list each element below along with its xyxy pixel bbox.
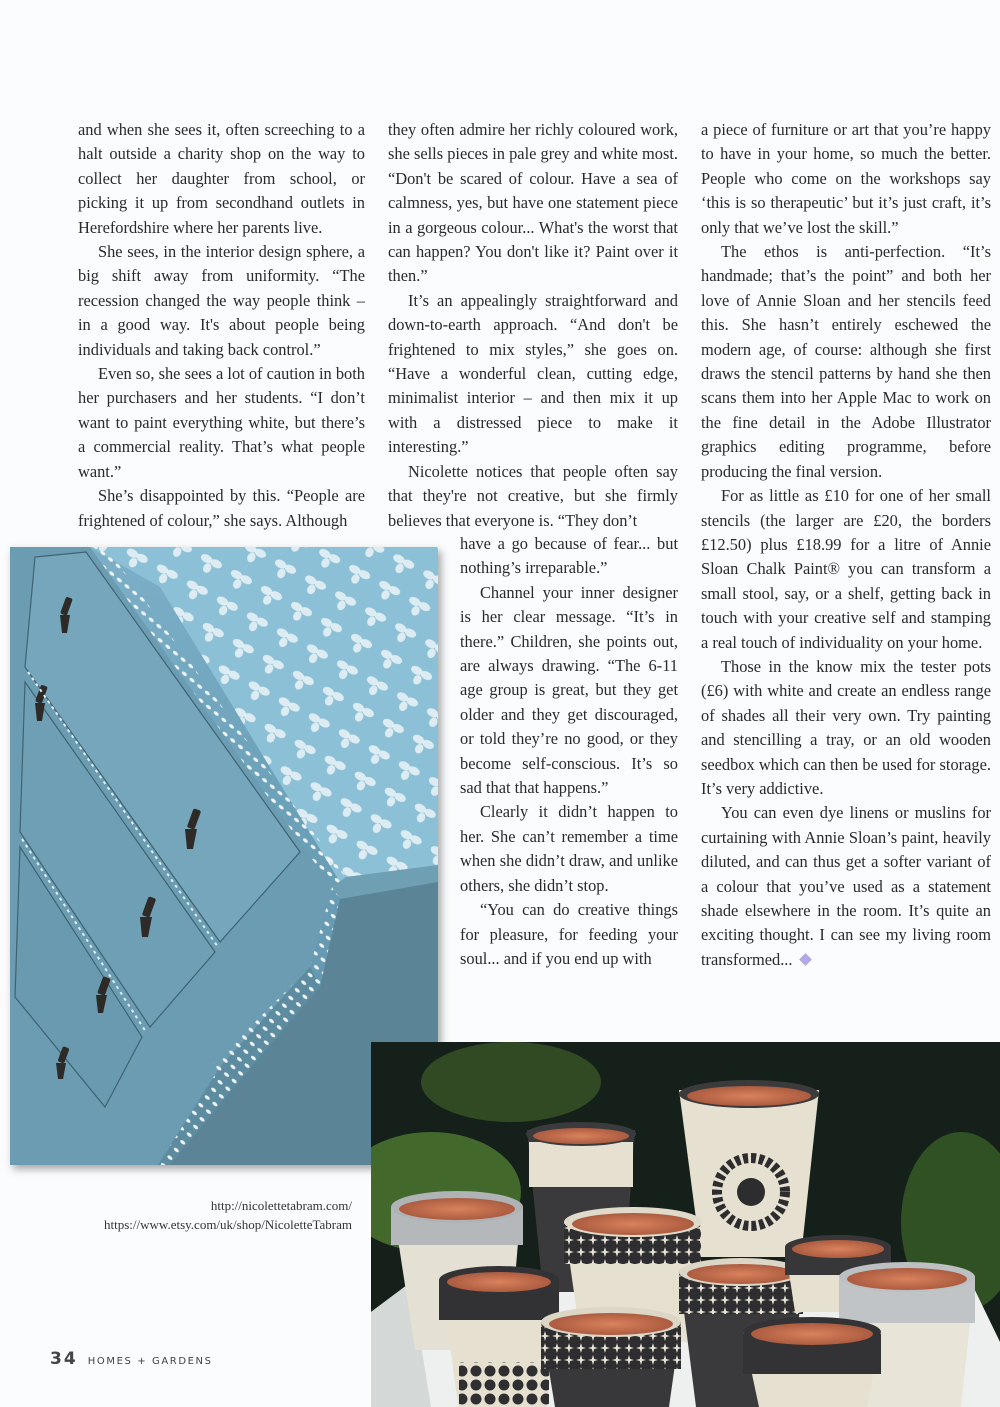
paragraph: It’s an appealingly straightforward and down-to-earth approach. “And don't be frightened to mix styles,” she goes on. “Have a wonderful clean, cutting edge, minimalist interior – and then mix it up with a distressed piece to make it interesting.” bbox=[388, 290, 678, 457]
paragraph: have a go because of fear... but nothing’s irreparable.” bbox=[460, 534, 678, 578]
paragraph: and when she sees it, often screeching to a halt outside a charity shop on the way to collect her daughter from school, or picking it up from secondhand outlets in Herefordshire where her parents live. bbox=[78, 120, 365, 237]
paragraph: Clearly it didn’t happen to her. She can’t remember a time when she didn’t draw, and unlike others, she didn’t stop. bbox=[460, 802, 678, 895]
article-column-2 bbox=[388, 118, 678, 533]
end-of-article-diamond-icon bbox=[799, 953, 812, 966]
photo-caption bbox=[32, 1196, 352, 1234]
article-column-1 bbox=[78, 118, 365, 533]
paragraph-text: You can even dye linens or muslins for curtaining with Annie Sloan’s paint, heavily diluted, and can thus get a softer variant of a colour that you’ve used as a statement shade elsewhere in the room. It’s quite an exciting thought. I can see my living room transformed... bbox=[701, 803, 991, 969]
article-column-2-continued bbox=[460, 532, 678, 971]
magazine-name: HOMES + GARDENS bbox=[87, 1356, 213, 1367]
etsy-shop-link[interactable]: https://www.etsy.com/uk/shop/NicoletteTabram bbox=[104, 1217, 352, 1232]
paragraph: they often admire her richly coloured work, she sells pieces in pale grey and white most. “Don't be scared of colour. Have a sea of calmness, yes, but have one statement piece in a gorgeous colour... What's the worst that can happen? You don't like it? Paint over it then.” bbox=[388, 120, 678, 286]
flower-pots-photo bbox=[371, 1042, 1000, 1407]
paragraph: She sees, in the interior design sphere, a big shift away from uniformity. “The recession changed the way people think – in a good way. It's about people being individuals and taking back control.” bbox=[78, 242, 365, 359]
paragraph: Nicolette notices that people often say that they're not creative, but she firmly believes that everyone is. “They don’t bbox=[388, 461, 678, 530]
paragraph: The ethos is anti-perfection. “It’s handmade; that’s the point” and both her love of Annie Sloan and her stencils feed this. She hasn’t entirely eschewed the modern age, of course: although she first draws the stencil patterns by hand she then scans them into her Apple Mac to work on the fine detail in the Adobe Illustrator graphics editing programme, before producing the final version. bbox=[701, 242, 991, 481]
painted-pots-image bbox=[371, 1042, 1000, 1407]
paragraph: Those in the know mix the tester pots (£6) with white and create an endless range of shades all their very own. Try painting and stencilling a tray, or an old wooden seedbox which can then be used for storage. It’s very addictive. bbox=[701, 656, 991, 798]
paragraph bbox=[701, 801, 991, 972]
paragraph: a piece of furniture or art that you’re happy to have in your home, so much the better. People who come on the workshops say ‘this is so therapeutic’ but it’s just craft, it’s only that we’ve lost the skill.” bbox=[701, 120, 991, 237]
paragraph: Channel your inner designer is her clear message. “It’s in there.” Children, she points out, are always drawing. “The 6-11 age group is great, but they get older and they get discouraged, or told they’re no good, or they become self-conscious. It’s so sad that that happens.” bbox=[460, 582, 678, 798]
paragraph: She’s disappointed by this. “People are frightened of colour,” she says. Although bbox=[78, 486, 365, 530]
page-footer bbox=[50, 1349, 213, 1369]
page-number: 34 bbox=[50, 1349, 78, 1369]
paragraph: Even so, she sees a lot of caution in both her purchasers and her students. “I don’t want to paint everything white, but there’s a commercial reality. That’s what people want.” bbox=[78, 364, 365, 481]
paragraph: “You can do creative things for pleasure, for feeding your soul... and if you end up with bbox=[460, 900, 678, 968]
paragraph: For as little as £10 for one of her small stencils (the larger are £20, the borders £12.50) plus £18.99 for a litre of Annie Sloan Chalk Paint® you can transform a small stool, say, or a shelf, getting back in touch with your creative self and stamping a real touch of individuality on your home. bbox=[701, 486, 991, 652]
website-link[interactable]: http://nicolettetabram.com/ bbox=[210, 1198, 352, 1213]
article-column-3 bbox=[701, 118, 991, 972]
